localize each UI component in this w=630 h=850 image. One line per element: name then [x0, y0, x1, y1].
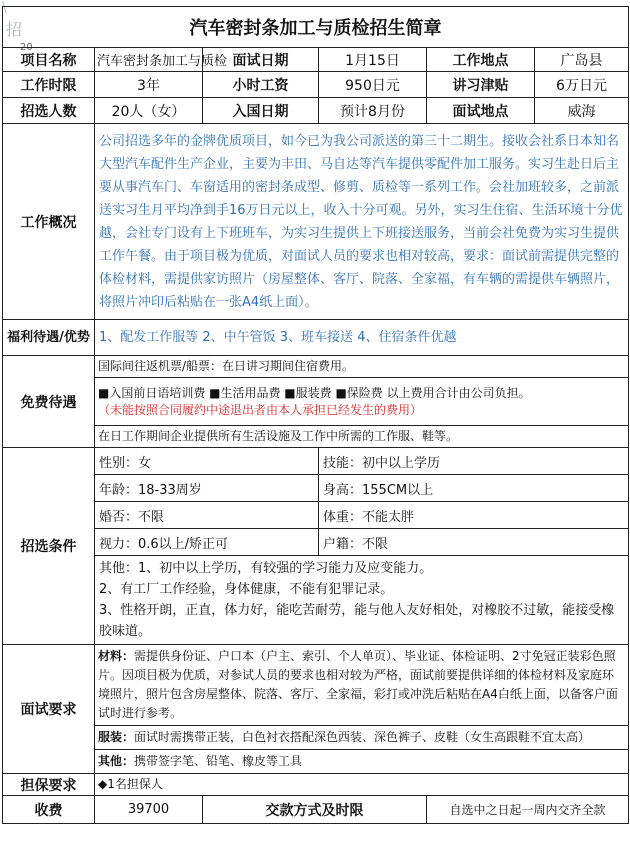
recruitment-table: [2, 6, 629, 824]
entry-date-value: 预计8月份: [319, 98, 427, 124]
workplace-label: 工作地点: [427, 48, 535, 72]
condition-weight: 体重：不能太胖: [319, 502, 629, 529]
hourly-wage-value: 950日元: [319, 72, 427, 98]
project-name-value: 汽车密封条加工与质检: [95, 48, 203, 72]
watermark-char: 招: [6, 20, 23, 39]
interview-place-label: 面试地点: [427, 98, 535, 124]
interview-materials: [95, 645, 629, 726]
interview-materials-label: 材料：: [98, 649, 135, 663]
payment-method-value: 自选中之日起一周内交齐全款: [427, 796, 629, 824]
interview-place-value: 威海: [535, 98, 629, 124]
free-benefits-label: 免费待遇: [3, 356, 95, 448]
condition-age: 年龄：18-33周岁: [95, 475, 319, 502]
interview-materials-text: 需提供身份证、户口本（户主、索引、个人单页）、毕业证、体检证明、2寸免冠正装彩色照片。因项目极为优质，对参试人员的要求也相对较为严格，面试前要提供详细的体检材料及家庭环境照片，照片包含房屋整体、院落、客厅、全家福，彩打或冲洗后粘贴在A4白纸上面，以备客户面试时进行参考。: [98, 649, 618, 720]
work-period-label: 工作时限: [3, 72, 95, 98]
free-benefits-note: （未能按照合同履约中途退出者由本人承担已经发生的费用）: [98, 402, 423, 417]
interview-clothing: [95, 726, 629, 750]
condition-hukou: 户籍：不限: [319, 529, 629, 556]
fee-amount: 39700: [95, 796, 203, 824]
guarantee-label: 担保要求: [3, 774, 95, 796]
free-benefits-items: ■入国前日语培训费 ■生活用品费 ■服装费 ■保险费 以上费用合计由公司负担。: [98, 385, 531, 400]
free-benefits-line1: 国际间往返机票/船票：在日讲习期间住宿费用。: [95, 356, 629, 378]
payment-method-label: 交款方式及时限: [203, 796, 427, 824]
page-title: 汽车密封条加工与质检招生简章: [3, 7, 629, 48]
watermark-year: 20: [20, 42, 33, 53]
interview-req-label: 面试要求: [3, 645, 95, 774]
welfare-label: 福利待遇/优势: [3, 320, 95, 356]
overview-text: 公司招选多年的金牌优质项目，如今已为我公司派送的第三十二期生。接收会社系日本知名大型汽车配件生产企业，主要为丰田、马自达等汽车提供零配件加工服务。实习生赴日后主要从事汽车门、车窗适用的密封条成型、修剪、质检等一系列工作。会社加班较多，之前派送实习生月平均净到手16万日元以上，收入十分可观。另外，实习生住宿、生活环境十分优越，会社专门设有上下班班车，为实习生提供上下班接送服务，当前会社免费为实习生提供工作午餐。由于项目极为优质，对面试人员的要求也相对较高，要求：面试前需提供完整的体检材料，需提供家访照片（房屋整体、客厅、院落、全家福，有车辆的需提供车辆照片，将照片冲印后粘贴在一张A4纸上面）。: [95, 124, 629, 320]
work-period-value: 3年: [95, 72, 203, 98]
recruit-count-label: 招选人数: [3, 98, 95, 124]
fee-label: 收费: [3, 796, 95, 824]
watermark-mark: \: [2, 0, 7, 16]
interview-other-text: 携带签字笔、铅笔、橡皮等工具: [134, 754, 303, 768]
entry-date-label: 入国日期: [203, 98, 319, 124]
condition-height: 身高：155CM以上: [319, 475, 629, 502]
free-benefits-line2: [95, 378, 629, 426]
interview-date-label: 面试日期: [203, 48, 319, 72]
interview-clothing-text: 面试时需携带正装，白色衬衣搭配深色西装、深色裤子、皮鞋（女生高跟鞋不宜太高）: [134, 730, 591, 744]
condition-gender: 性别：女: [95, 448, 319, 475]
welfare-text: 1、配发工作服等 2、中午管饭 3、班车接送 4、住宿条件优越: [95, 320, 629, 356]
hourly-wage-label: 小时工资: [203, 72, 319, 98]
overview-label: 工作概况: [3, 124, 95, 320]
interview-other: [95, 750, 629, 774]
guarantee-text: ◆1名担保人: [95, 774, 629, 796]
condition-marriage: 婚否：不限: [95, 502, 319, 529]
allowance-value: 6万日元: [535, 72, 629, 98]
interview-date-value: 1月15日: [319, 48, 427, 72]
allowance-label: 讲习津贴: [427, 72, 535, 98]
conditions-label: 招选条件: [3, 448, 95, 645]
project-name-label: 项目名称: [3, 48, 95, 72]
condition-vision: 视力：0.6以上/矫正可: [95, 529, 319, 556]
workplace-value: 广岛县: [535, 48, 629, 72]
interview-clothing-label: 服装：: [98, 730, 135, 744]
condition-skill: 技能：初中以上学历: [319, 448, 629, 475]
interview-other-label: 其他：: [98, 754, 135, 768]
free-benefits-line4: 在日工作期间企业提供所有生活设施及工作中所需的工作服、鞋等。: [95, 426, 629, 448]
recruit-count-value: 20人（女）: [95, 98, 203, 124]
condition-other: 其他：1、初中以上学历，有较强的学习能力及应变能力。 2、有工厂工作经验，身体健康，不能有犯罪记录。 3、性格开朗，正直，体力好，能吃苦耐劳，能与他人友好相处，对橡胶不过敏，能接受橡胶味道。: [95, 556, 629, 645]
